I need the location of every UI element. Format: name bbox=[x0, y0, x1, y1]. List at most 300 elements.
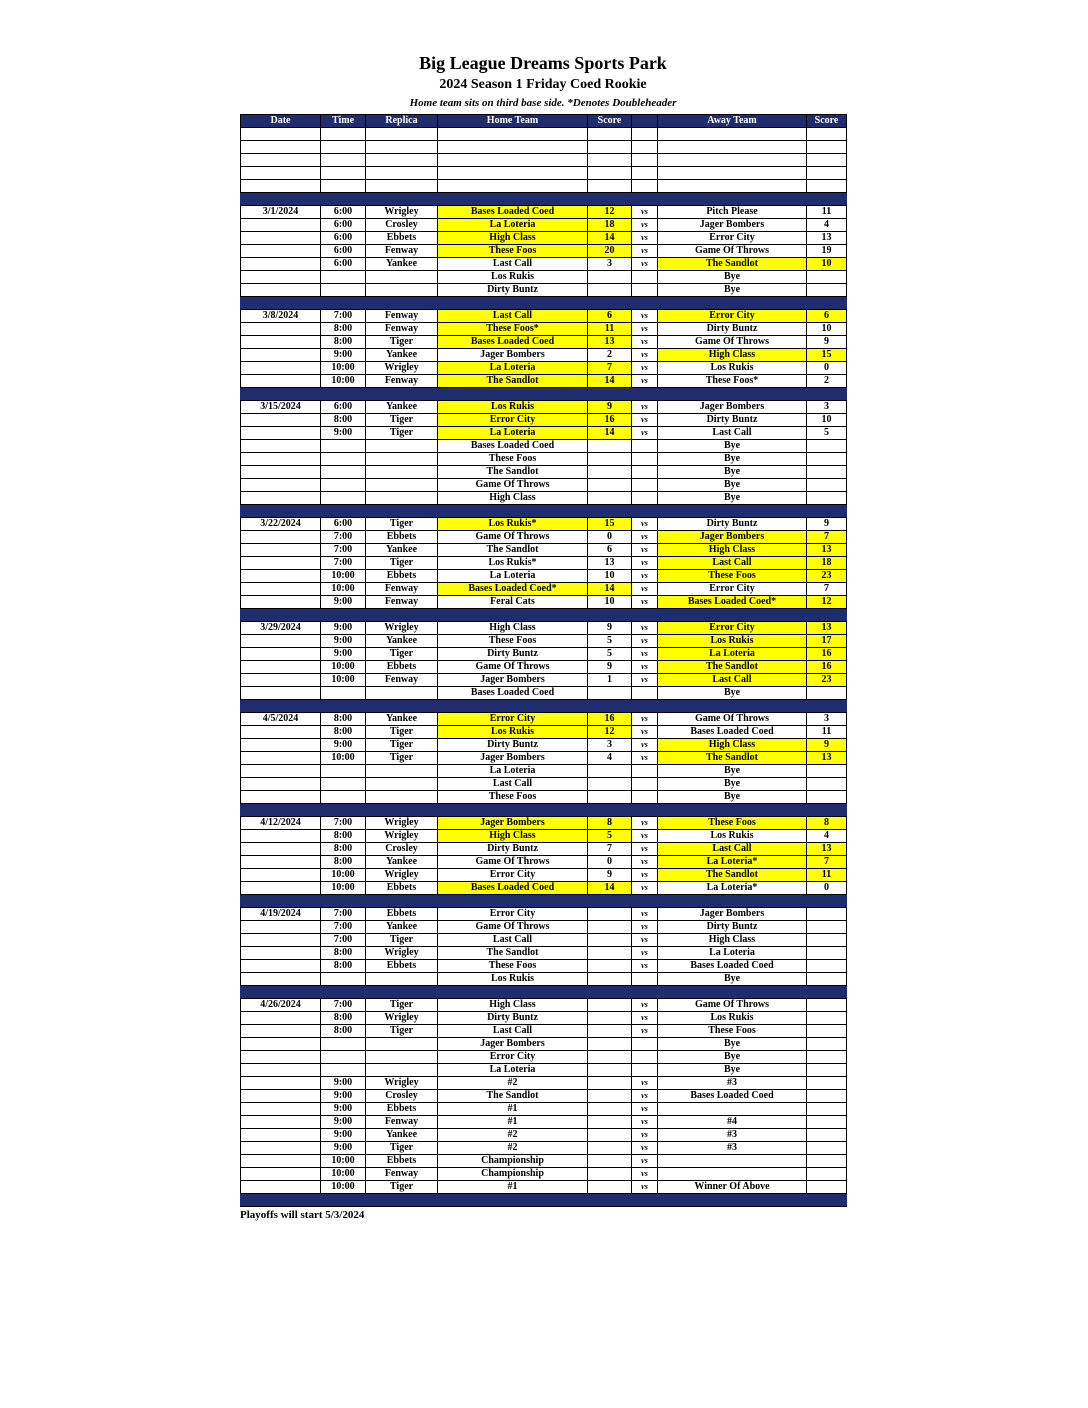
cell-replica: Tiger bbox=[366, 1025, 438, 1038]
cell-time bbox=[321, 492, 366, 505]
table-row bbox=[241, 557, 847, 570]
cell-time: 9:00 bbox=[321, 1090, 366, 1103]
cell-away-score bbox=[807, 687, 847, 700]
table-row bbox=[241, 1168, 847, 1181]
week-separator bbox=[241, 505, 847, 518]
cell-away-score bbox=[807, 1025, 847, 1038]
cell-replica: Tiger bbox=[366, 752, 438, 765]
cell-home-team: Game Of Throws bbox=[438, 921, 588, 934]
cell-time: 10:00 bbox=[321, 1168, 366, 1181]
cell-home-score: 12 bbox=[588, 206, 632, 219]
cell-home-score: 9 bbox=[588, 401, 632, 414]
cell-replica: Wrigley bbox=[366, 1077, 438, 1090]
cell-home-team: #1 bbox=[438, 1181, 588, 1194]
cell-away-score bbox=[807, 973, 847, 986]
cell-replica bbox=[366, 973, 438, 986]
cell-replica bbox=[366, 466, 438, 479]
cell-time bbox=[321, 167, 366, 180]
cell-date bbox=[241, 492, 321, 505]
cell-away-score: 0 bbox=[807, 362, 847, 375]
cell-time: 6:00 bbox=[321, 518, 366, 531]
cell-home-score bbox=[588, 154, 632, 167]
cell-away-score bbox=[807, 999, 847, 1012]
table-row bbox=[241, 336, 847, 349]
cell-date: 4/5/2024 bbox=[241, 713, 321, 726]
cell-time bbox=[321, 791, 366, 804]
cell-date bbox=[241, 1142, 321, 1155]
vs-label: vs bbox=[632, 908, 658, 921]
cell-home-team: Championship bbox=[438, 1155, 588, 1168]
cell-away-score bbox=[807, 1090, 847, 1103]
cell-home-team: #2 bbox=[438, 1129, 588, 1142]
vs-label: vs bbox=[632, 960, 658, 973]
cell-home-score bbox=[588, 960, 632, 973]
cell-home-score bbox=[588, 934, 632, 947]
cell-home-score: 2 bbox=[588, 349, 632, 362]
cell-away-team: Bases Loaded Coed bbox=[658, 1090, 807, 1103]
cell-time: 10:00 bbox=[321, 362, 366, 375]
table-row bbox=[241, 453, 847, 466]
cell-away-team: Bye bbox=[658, 466, 807, 479]
cell-time: 7:00 bbox=[321, 557, 366, 570]
cell-date bbox=[241, 843, 321, 856]
vs-label: vs bbox=[632, 596, 658, 609]
cell-away-score bbox=[807, 479, 847, 492]
table-row bbox=[241, 726, 847, 739]
vs-label: vs bbox=[632, 1090, 658, 1103]
cell-time: 7:00 bbox=[321, 544, 366, 557]
cell-date bbox=[241, 232, 321, 245]
cell-time: 10:00 bbox=[321, 1155, 366, 1168]
vs-label bbox=[632, 440, 658, 453]
cell-date: 3/15/2024 bbox=[241, 401, 321, 414]
col-header-away-team: Away Team bbox=[658, 115, 807, 128]
vs-label: vs bbox=[632, 817, 658, 830]
vs-label bbox=[632, 141, 658, 154]
cell-home-team: Bases Loaded Coed bbox=[438, 206, 588, 219]
cell-away-team bbox=[658, 154, 807, 167]
cell-time: 6:00 bbox=[321, 219, 366, 232]
table-row bbox=[241, 687, 847, 700]
vs-label bbox=[632, 167, 658, 180]
table-row bbox=[241, 167, 847, 180]
cell-home-team: Dirty Buntz bbox=[438, 1012, 588, 1025]
cell-home-score bbox=[588, 921, 632, 934]
cell-away-team: Bye bbox=[658, 492, 807, 505]
cell-time bbox=[321, 453, 366, 466]
cell-away-team: These Foos bbox=[658, 817, 807, 830]
cell-date bbox=[241, 427, 321, 440]
cell-away-score: 17 bbox=[807, 635, 847, 648]
cell-home-score bbox=[588, 479, 632, 492]
cell-home-team: These Foos* bbox=[438, 323, 588, 336]
cell-away-score: 6 bbox=[807, 310, 847, 323]
cell-time: 10:00 bbox=[321, 1181, 366, 1194]
vs-label: vs bbox=[632, 336, 658, 349]
cell-date bbox=[241, 245, 321, 258]
table-row bbox=[241, 882, 847, 895]
table-row bbox=[241, 752, 847, 765]
cell-replica: Wrigley bbox=[366, 869, 438, 882]
cell-away-score: 19 bbox=[807, 245, 847, 258]
cell-away-team: Last Call bbox=[658, 557, 807, 570]
cell-home-score: 6 bbox=[588, 310, 632, 323]
week-separator bbox=[241, 609, 847, 622]
cell-away-team: Last Call bbox=[658, 843, 807, 856]
cell-home-team: Los Rukis bbox=[438, 401, 588, 414]
cell-home-score: 9 bbox=[588, 869, 632, 882]
page-note: Home team sits on third base side. *Denotes Doubleheader bbox=[409, 97, 677, 109]
cell-date bbox=[241, 973, 321, 986]
cell-time: 8:00 bbox=[321, 830, 366, 843]
cell-away-score bbox=[807, 1064, 847, 1077]
cell-date bbox=[241, 739, 321, 752]
cell-home-score bbox=[588, 1051, 632, 1064]
cell-home-score: 18 bbox=[588, 219, 632, 232]
vs-label bbox=[632, 466, 658, 479]
cell-away-team: La Loteria bbox=[658, 648, 807, 661]
cell-away-score: 9 bbox=[807, 336, 847, 349]
cell-home-team: Bases Loaded Coed* bbox=[438, 583, 588, 596]
cell-home-score: 13 bbox=[588, 557, 632, 570]
cell-home-team: Jager Bombers bbox=[438, 817, 588, 830]
table-row bbox=[241, 427, 847, 440]
cell-time bbox=[321, 1051, 366, 1064]
vs-label: vs bbox=[632, 401, 658, 414]
cell-home-team: Error City bbox=[438, 869, 588, 882]
cell-replica: Ebbets bbox=[366, 531, 438, 544]
vs-label: vs bbox=[632, 622, 658, 635]
cell-home-team: Bases Loaded Coed bbox=[438, 687, 588, 700]
cell-date bbox=[241, 570, 321, 583]
cell-home-score bbox=[588, 284, 632, 297]
cell-replica bbox=[366, 1064, 438, 1077]
vs-label: vs bbox=[632, 206, 658, 219]
table-row bbox=[241, 674, 847, 687]
cell-replica: Wrigley bbox=[366, 830, 438, 843]
cell-time: 9:00 bbox=[321, 427, 366, 440]
cell-replica: Tiger bbox=[366, 648, 438, 661]
cell-home-team: Last Call bbox=[438, 1025, 588, 1038]
cell-home-team: La Loteria bbox=[438, 362, 588, 375]
cell-away-team: Game Of Throws bbox=[658, 245, 807, 258]
cell-away-score bbox=[807, 1038, 847, 1051]
cell-date bbox=[241, 544, 321, 557]
cell-away-score bbox=[807, 1142, 847, 1155]
table-row bbox=[241, 258, 847, 271]
table-row bbox=[241, 622, 847, 635]
table-row bbox=[241, 1012, 847, 1025]
cell-away-score: 12 bbox=[807, 596, 847, 609]
cell-home-score bbox=[588, 453, 632, 466]
cell-home-team: Dirty Buntz bbox=[438, 843, 588, 856]
vs-label: vs bbox=[632, 635, 658, 648]
vs-label: vs bbox=[632, 1103, 658, 1116]
cell-home-score: 16 bbox=[588, 414, 632, 427]
cell-home-team: Los Rukis* bbox=[438, 518, 588, 531]
vs-label bbox=[632, 128, 658, 141]
cell-replica: Ebbets bbox=[366, 1155, 438, 1168]
cell-home-team: Dirty Buntz bbox=[438, 648, 588, 661]
cell-away-team: Bye bbox=[658, 453, 807, 466]
vs-label: vs bbox=[632, 882, 658, 895]
cell-time: 10:00 bbox=[321, 375, 366, 388]
vs-label: vs bbox=[632, 544, 658, 557]
cell-replica: Tiger bbox=[366, 427, 438, 440]
cell-date: 3/1/2024 bbox=[241, 206, 321, 219]
table-row bbox=[241, 570, 847, 583]
cell-away-score: 11 bbox=[807, 206, 847, 219]
vs-label bbox=[632, 284, 658, 297]
cell-time: 9:00 bbox=[321, 1129, 366, 1142]
cell-replica: Ebbets bbox=[366, 882, 438, 895]
cell-replica: Ebbets bbox=[366, 1103, 438, 1116]
cell-date bbox=[241, 583, 321, 596]
cell-away-score bbox=[807, 947, 847, 960]
vs-label: vs bbox=[632, 531, 658, 544]
cell-replica bbox=[366, 492, 438, 505]
table-row bbox=[241, 206, 847, 219]
cell-home-score bbox=[588, 1181, 632, 1194]
cell-away-score bbox=[807, 128, 847, 141]
cell-away-team: Jager Bombers bbox=[658, 908, 807, 921]
vs-label: vs bbox=[632, 232, 658, 245]
cell-away-team: Jager Bombers bbox=[658, 531, 807, 544]
cell-away-score: 13 bbox=[807, 843, 847, 856]
cell-date bbox=[241, 1155, 321, 1168]
cell-replica: Tiger bbox=[366, 1181, 438, 1194]
cell-date bbox=[241, 635, 321, 648]
cell-home-team: Last Call bbox=[438, 310, 588, 323]
cell-time: 6:00 bbox=[321, 232, 366, 245]
cell-replica: Crosley bbox=[366, 219, 438, 232]
cell-away-team: Error City bbox=[658, 310, 807, 323]
cell-date: 3/22/2024 bbox=[241, 518, 321, 531]
cell-date bbox=[241, 349, 321, 362]
vs-label: vs bbox=[632, 427, 658, 440]
cell-home-team: Last Call bbox=[438, 258, 588, 271]
cell-away-score: 8 bbox=[807, 817, 847, 830]
cell-date bbox=[241, 934, 321, 947]
cell-date bbox=[241, 596, 321, 609]
week-separator bbox=[241, 297, 847, 310]
cell-replica: Yankee bbox=[366, 635, 438, 648]
cell-home-score bbox=[588, 1116, 632, 1129]
cell-away-score bbox=[807, 271, 847, 284]
cell-home-score: 3 bbox=[588, 739, 632, 752]
vs-label bbox=[632, 778, 658, 791]
cell-home-score bbox=[588, 778, 632, 791]
cell-replica: Fenway bbox=[366, 245, 438, 258]
cell-home-team: La Loteria bbox=[438, 765, 588, 778]
cell-time: 9:00 bbox=[321, 1116, 366, 1129]
cell-away-score bbox=[807, 154, 847, 167]
cell-away-score bbox=[807, 466, 847, 479]
cell-away-score: 10 bbox=[807, 414, 847, 427]
cell-home-score: 0 bbox=[588, 531, 632, 544]
cell-date bbox=[241, 1116, 321, 1129]
cell-date bbox=[241, 479, 321, 492]
cell-home-team: Jager Bombers bbox=[438, 1038, 588, 1051]
cell-replica: Yankee bbox=[366, 856, 438, 869]
cell-home-team: Bases Loaded Coed bbox=[438, 882, 588, 895]
cell-away-team: The Sandlot bbox=[658, 661, 807, 674]
cell-away-score: 15 bbox=[807, 349, 847, 362]
cell-date bbox=[241, 258, 321, 271]
cell-time: 7:00 bbox=[321, 817, 366, 830]
cell-time: 6:00 bbox=[321, 206, 366, 219]
cell-away-team bbox=[658, 167, 807, 180]
vs-label: vs bbox=[632, 245, 658, 258]
cell-date: 4/19/2024 bbox=[241, 908, 321, 921]
week-separator bbox=[241, 804, 847, 817]
cell-time: 8:00 bbox=[321, 1012, 366, 1025]
cell-replica: Fenway bbox=[366, 375, 438, 388]
schedule-sheet bbox=[240, 52, 846, 1221]
cell-time: 9:00 bbox=[321, 635, 366, 648]
cell-away-team: High Class bbox=[658, 349, 807, 362]
cell-date bbox=[241, 947, 321, 960]
cell-home-team: Error City bbox=[438, 908, 588, 921]
cell-date bbox=[241, 1090, 321, 1103]
table-row bbox=[241, 908, 847, 921]
cell-home-team: Game Of Throws bbox=[438, 661, 588, 674]
vs-label: vs bbox=[632, 1012, 658, 1025]
cell-away-score: 13 bbox=[807, 232, 847, 245]
cell-date bbox=[241, 882, 321, 895]
vs-label: vs bbox=[632, 934, 658, 947]
cell-replica: Wrigley bbox=[366, 362, 438, 375]
cell-replica: Tiger bbox=[366, 414, 438, 427]
cell-date bbox=[241, 284, 321, 297]
cell-time: 10:00 bbox=[321, 869, 366, 882]
week-separator bbox=[241, 700, 847, 713]
table-row bbox=[241, 245, 847, 258]
vs-label bbox=[632, 180, 658, 193]
table-row bbox=[241, 362, 847, 375]
cell-replica bbox=[366, 1051, 438, 1064]
cell-away-score: 2 bbox=[807, 375, 847, 388]
cell-home-team: These Foos bbox=[438, 791, 588, 804]
cell-home-team: #2 bbox=[438, 1077, 588, 1090]
cell-replica: Wrigley bbox=[366, 1012, 438, 1025]
cell-away-team: Bye bbox=[658, 1038, 807, 1051]
table-row bbox=[241, 1103, 847, 1116]
table-row bbox=[241, 973, 847, 986]
table-row bbox=[241, 765, 847, 778]
cell-date: 3/29/2024 bbox=[241, 622, 321, 635]
vs-label: vs bbox=[632, 830, 658, 843]
week-separator bbox=[241, 388, 847, 401]
vs-label: vs bbox=[632, 1129, 658, 1142]
cell-time bbox=[321, 128, 366, 141]
vs-label bbox=[632, 271, 658, 284]
table-row bbox=[241, 284, 847, 297]
cell-date bbox=[241, 271, 321, 284]
cell-time: 8:00 bbox=[321, 1025, 366, 1038]
cell-date bbox=[241, 1038, 321, 1051]
cell-away-team: Bye bbox=[658, 479, 807, 492]
cell-home-team bbox=[438, 180, 588, 193]
cell-date bbox=[241, 687, 321, 700]
table-row bbox=[241, 401, 847, 414]
cell-home-score bbox=[588, 791, 632, 804]
cell-replica: Ebbets bbox=[366, 908, 438, 921]
footer-note: Playoffs will start 5/3/2024 bbox=[240, 1209, 365, 1221]
vs-label bbox=[632, 154, 658, 167]
vs-label: vs bbox=[632, 713, 658, 726]
vs-label: vs bbox=[632, 583, 658, 596]
cell-away-team bbox=[658, 1103, 807, 1116]
page-subtitle: 2024 Season 1 Friday Coed Rookie bbox=[439, 77, 647, 92]
cell-date bbox=[241, 1012, 321, 1025]
week-separator-bar bbox=[241, 1194, 847, 1207]
cell-replica bbox=[366, 479, 438, 492]
cell-home-team: La Loteria bbox=[438, 570, 588, 583]
cell-date: 3/8/2024 bbox=[241, 310, 321, 323]
cell-time: 10:00 bbox=[321, 570, 366, 583]
cell-home-team: La Loteria bbox=[438, 1064, 588, 1077]
cell-away-team: Bye bbox=[658, 687, 807, 700]
cell-away-team: High Class bbox=[658, 544, 807, 557]
cell-date bbox=[241, 219, 321, 232]
cell-away-score: 18 bbox=[807, 557, 847, 570]
cell-away-score bbox=[807, 960, 847, 973]
cell-away-team: These Foos bbox=[658, 570, 807, 583]
cell-away-score: 11 bbox=[807, 869, 847, 882]
cell-home-score: 7 bbox=[588, 843, 632, 856]
cell-away-team bbox=[658, 1155, 807, 1168]
cell-time bbox=[321, 440, 366, 453]
cell-replica: Wrigley bbox=[366, 622, 438, 635]
cell-home-team bbox=[438, 128, 588, 141]
cell-away-team: Dirty Buntz bbox=[658, 518, 807, 531]
cell-replica: Tiger bbox=[366, 336, 438, 349]
cell-date bbox=[241, 1168, 321, 1181]
cell-home-team bbox=[438, 167, 588, 180]
table-row bbox=[241, 1142, 847, 1155]
cell-time: 10:00 bbox=[321, 661, 366, 674]
cell-home-score bbox=[588, 1103, 632, 1116]
cell-replica: Tiger bbox=[366, 999, 438, 1012]
cell-away-team: Bye bbox=[658, 778, 807, 791]
cell-home-team: High Class bbox=[438, 492, 588, 505]
cell-home-score: 9 bbox=[588, 661, 632, 674]
cell-replica bbox=[366, 453, 438, 466]
table-row bbox=[241, 999, 847, 1012]
cell-away-score: 23 bbox=[807, 674, 847, 687]
vs-label: vs bbox=[632, 1142, 658, 1155]
cell-time: 8:00 bbox=[321, 323, 366, 336]
cell-away-team: Bases Loaded Coed bbox=[658, 726, 807, 739]
week-separator-bar bbox=[241, 505, 847, 518]
cell-away-team: Game Of Throws bbox=[658, 999, 807, 1012]
cell-home-score: 7 bbox=[588, 362, 632, 375]
cell-date bbox=[241, 1129, 321, 1142]
cell-home-team: These Foos bbox=[438, 245, 588, 258]
cell-away-score: 10 bbox=[807, 323, 847, 336]
week-separator-bar bbox=[241, 388, 847, 401]
cell-away-team: High Class bbox=[658, 934, 807, 947]
cell-away-team: Bye bbox=[658, 440, 807, 453]
table-row bbox=[241, 947, 847, 960]
cell-time bbox=[321, 479, 366, 492]
cell-home-score: 12 bbox=[588, 726, 632, 739]
table-row bbox=[241, 583, 847, 596]
cell-away-team: Pitch Please bbox=[658, 206, 807, 219]
table-row bbox=[241, 232, 847, 245]
cell-home-team: The Sandlot bbox=[438, 375, 588, 388]
